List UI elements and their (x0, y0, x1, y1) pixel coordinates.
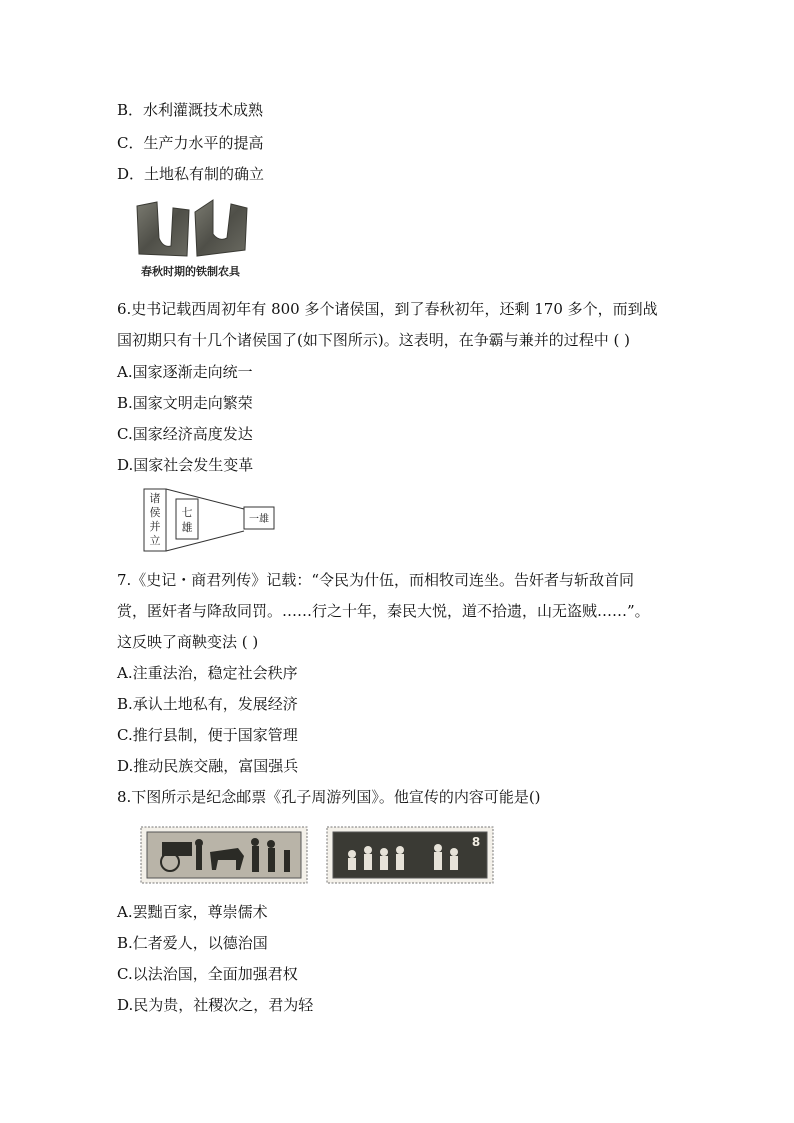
diagram-left-char-4: 立 (149, 534, 161, 547)
q8-option-b: B.仁者爱人，以德治国 (117, 934, 268, 952)
q7-option-a: A.注重法治，稳定社会秩序 (117, 664, 298, 682)
q8-option-a: A.罢黜百家，尊崇儒术 (117, 903, 268, 921)
q7-stem-line-3: 这反映了商鞅变法 ( ) (117, 633, 259, 651)
q6-option-d: D.国家社会发生变革 (117, 456, 254, 474)
iron-tools-image (133, 198, 253, 260)
q6-option-c: C.国家经济高度发达 (117, 425, 253, 443)
q7-option-b: B.承认土地私有，发展经济 (117, 695, 298, 713)
diagram-middle-char-1: 七 (181, 506, 193, 519)
diagram-left-char-3: 并 (149, 520, 161, 533)
q6-stem-line-2: 国初期只有十几个诸侯国了(如下图所示)。这表明，在争霸与兼并的过程中 ( ) (117, 331, 630, 349)
q8-option-c: C.以法治国，全面加强君权 (117, 965, 298, 983)
q6-stem-line-1: 6.史书记载西周初年有 800 多个诸侯国，到了春秋初年，还剩 170 多个，而到战 (117, 300, 658, 318)
q5-option-d: D．土地私有制的确立 (117, 165, 265, 183)
stamp-right-image (326, 826, 494, 884)
q6-option-a: A.国家逐渐走向统一 (117, 363, 253, 381)
q8-option-d: D.民为贵，社稷次之，君为轻 (117, 996, 314, 1014)
iron-tools-caption: 春秋时期的铁制农具 (141, 265, 240, 278)
diagram-left-char-1: 诸 (149, 492, 161, 505)
diagram-left-char-2: 侯 (149, 506, 161, 519)
q7-option-c: C.推行县制，便于国家管理 (117, 726, 298, 744)
diagram-right-label: 一雄 (249, 514, 269, 525)
funnel-diagram (140, 487, 280, 553)
q7-option-d: D.推动民族交融，富国强兵 (117, 757, 299, 775)
diagram-middle-char-2: 雄 (181, 521, 193, 534)
q7-stem-line-2: 赏，匿奸者与降敌同罚。……行之十年，秦民大悦，道不拾遗，山无盗贼……”。 (117, 602, 650, 620)
q5-option-b: B．水利灌溉技术成熟 (117, 101, 264, 119)
q5-option-c: C．生产力水平的提高 (117, 134, 264, 152)
q6-option-b: B.国家文明走向繁荣 (117, 394, 253, 412)
stamp-value: 8 (471, 835, 481, 849)
stamp-left-image (140, 826, 308, 884)
q7-stem-line-1: 7.《史记・商君列传》记载：“令民为什伍，而相牧司连坐。告奸者与斩敌首同 (117, 571, 634, 589)
q8-stem: 8.下图所示是纪念邮票《孔子周游列国》。他宣传的内容可能是() (117, 788, 541, 806)
